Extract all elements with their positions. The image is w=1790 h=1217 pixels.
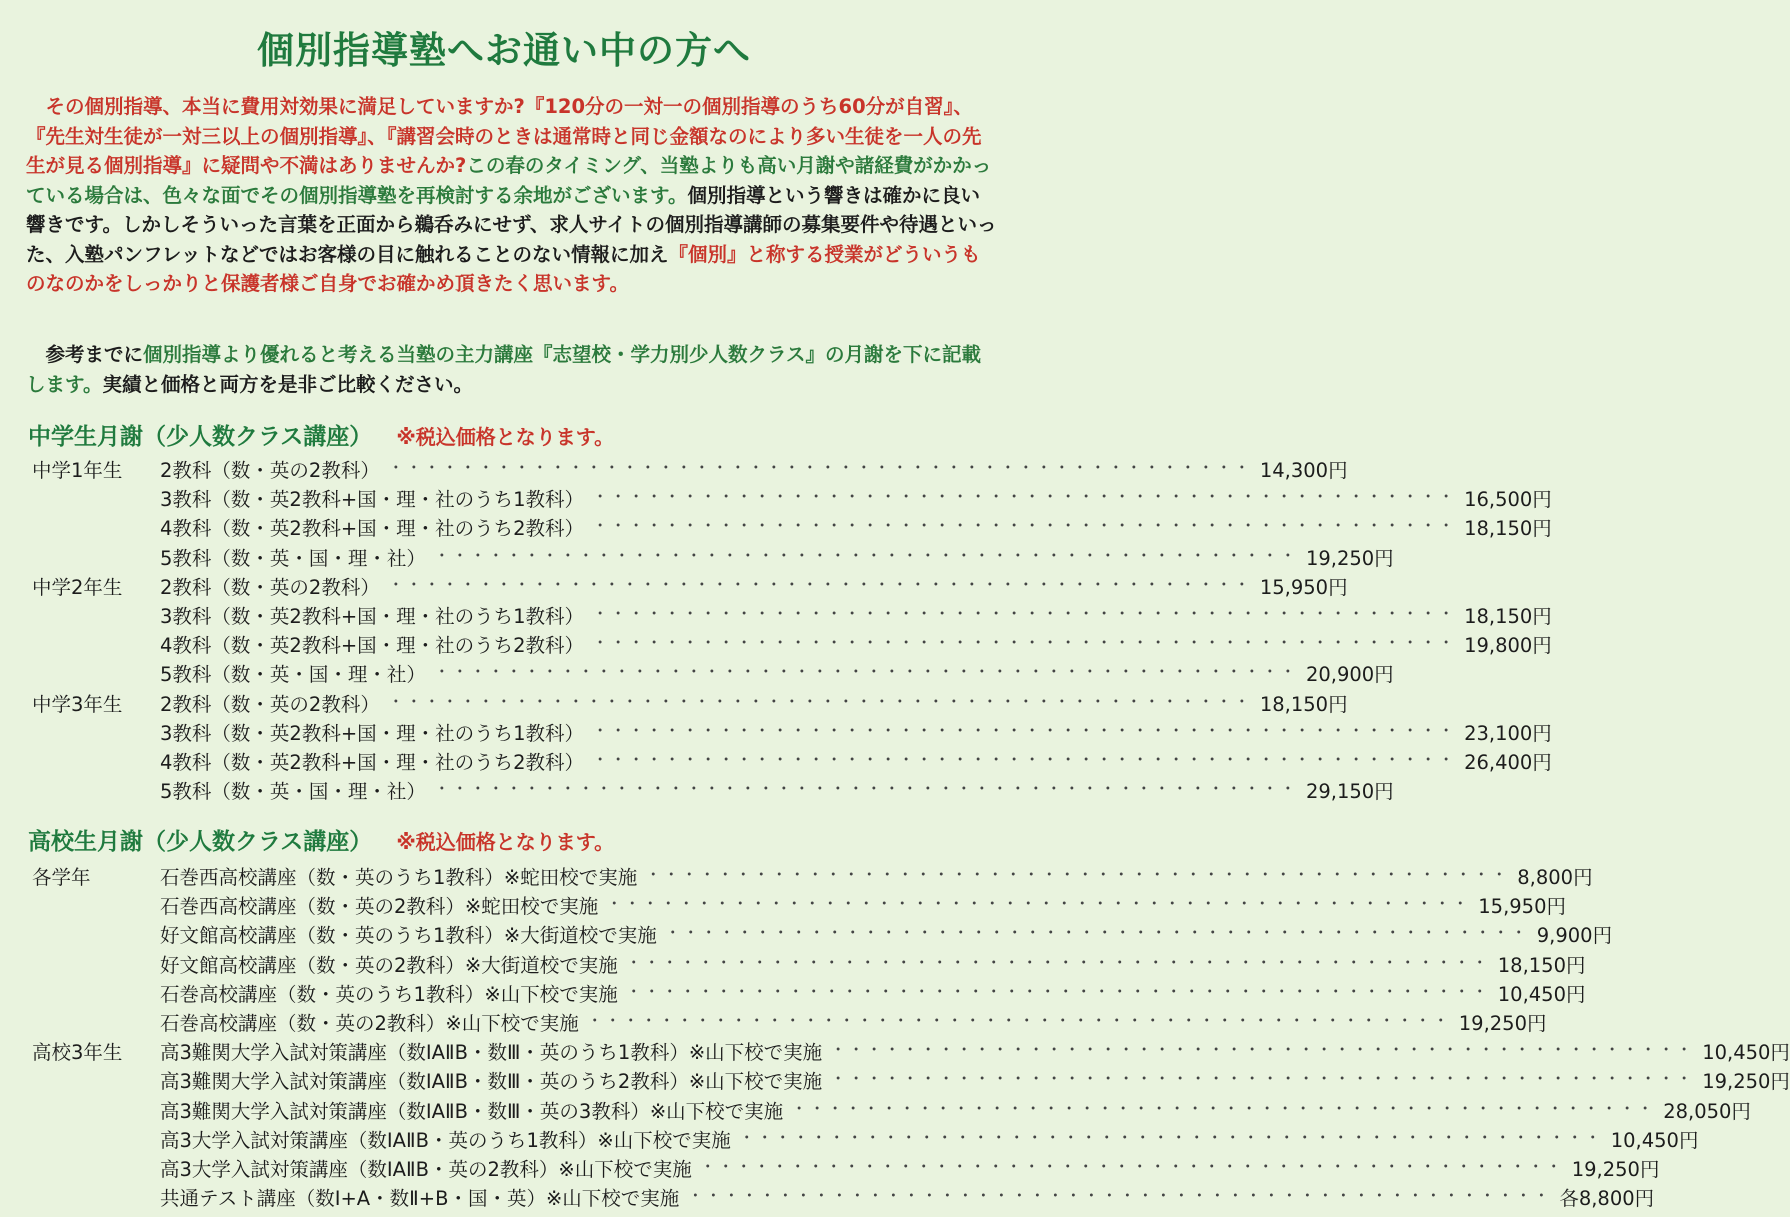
course-description: 共通テスト講座（数Ⅰ+A・数Ⅱ+B・国・英）※山下校で実施 [160,1187,680,1211]
price-value: 29,150円 [1305,780,1394,804]
price-row [0,543,1394,572]
course-description: 2教科（数・英の2教科） [160,459,380,482]
price-row [0,862,1593,891]
price-value: 26,400円 [1464,751,1552,774]
grade-label: 高校3年生 [32,1041,123,1065]
price-row [0,891,1566,920]
course-line [160,484,1552,512]
course-line [160,630,1552,658]
course-description: 高3難関大学入試対策講座（数ⅠAⅡB・数Ⅲ・英の3教科）※山下校で実施 [160,1099,784,1123]
reference-paragraph [26,340,998,399]
course-line [160,513,1552,541]
price-row [0,455,1348,484]
price-value: 15,950円 [1478,895,1566,919]
course-line [160,1183,1655,1211]
dot-leader: ・・・・・・・・・・・・・・・・・・・・・・・・・・・・・・・・・・・・・・・・・・・・・・・・ [586,1011,1451,1030]
price-value: 20,900円 [1305,663,1394,687]
course-description: 石巻高校講座（数・英のうち1教科）※山下校で実施 [160,982,618,1006]
price-value: 10,450円 [1497,982,1586,1006]
price-row [0,1037,1790,1066]
intro-text-2: この春のタイミング、当塾よりも高い月謝や諸経費がかかっている場合は、色々な面でその個別指導塾を再検討する余地がございます。 [26,154,992,207]
middle-school-tax-note: ※税込価格となります。 [396,425,615,449]
course-description: 高3大学入試対策講座（数ⅠAⅡB・英の2教科）※山下校で実施 [160,1158,692,1181]
price-value: 16,500円 [1464,488,1552,512]
course-line [160,1125,1699,1153]
price-row [0,572,1348,601]
course-line [160,1066,1790,1094]
price-row [0,601,1552,630]
dot-leader: ・・・・・・・・・・・・・・・・・・・・・・・・・・・・・・・・・・・・・・・・・・・・・・・・ [387,574,1252,594]
price-row [0,747,1552,776]
course-line [160,659,1394,687]
dot-leader: ・・・・・・・・・・・・・・・・・・・・・・・・・・・・・・・・・・・・・・・・・・・・・・・・ [592,487,1457,507]
price-value: 8,800円 [1517,866,1593,889]
dot-leader: ・・・・・・・・・・・・・・・・・・・・・・・・・・・・・・・・・・・・・・・・・・・・・・・・ [791,1098,1656,1118]
middle-school-heading-text: 中学生月謝（少人数クラス講座） [28,424,373,450]
dot-leader: ・・・・・・・・・・・・・・・・・・・・・・・・・・・・・・・・・・・・・・・・・・・・・・・・ [830,1040,1695,1060]
course-line [160,950,1586,978]
price-row [0,1125,1699,1154]
course-description: 3教科（数・英2教科+国・理・社のうち1教科） [160,721,585,745]
grade-label: 各学年 [32,866,91,889]
dot-leader: ・・・・・・・・・・・・・・・・・・・・・・・・・・・・・・・・・・・・・・・・・・・・・・・・ [625,981,1490,1001]
price-value: 19,250円 [1458,1012,1547,1035]
course-description: 石巻西高校講座（数・英のうち1教科）※蛇田校で実施 [160,866,638,889]
price-value: 19,250円 [1305,546,1394,570]
price-value: 18,150円 [1497,953,1586,977]
course-description: 石巻西高校講座（数・英の2教科）※蛇田校で実施 [160,895,599,919]
course-line [160,1154,1660,1182]
page-title: 個別指導塾へお通い中の方へ [257,29,751,72]
high-school-tax-note: ※税込価格となります。 [396,830,615,854]
course-description: 3教科（数・英2教科+国・理・社のうち1教科） [160,605,585,628]
intro-text-1: その個別指導、本当に費用対効果に満足していますか?『120分の一対一の個別指導のうち60分が自習』、『先生対生徒が一対三以上の個別指導』、『講習会時のときは通常時と同じ金額なのにより多い生徒を一人の先生が見る個別指導』に疑問や不満はありませんか? [26,95,982,177]
course-line [160,1008,1547,1036]
course-description: 好文館高校講座（数・英のうち1教科）※大街道校で実施 [160,924,657,948]
price-value: 19,800円 [1464,634,1552,658]
dot-leader: ・・・・・・・・・・・・・・・・・・・・・・・・・・・・・・・・・・・・・・・・・・・・・・・・ [433,779,1298,799]
price-row [0,1096,1751,1125]
price-row [0,1008,1547,1037]
grade-label: 中学1年生 [32,459,123,482]
course-line [160,1037,1790,1065]
course-line [160,718,1552,746]
course-description: 高3難関大学入試対策講座（数ⅠAⅡB・数Ⅲ・英のうち2教科）※山下校で実施 [160,1070,823,1094]
ref-text-2: 個別指導より優れると考える当塾の主力講座『志望校・学力別少人数クラス』の月謝を下に記載します。 [26,343,981,396]
price-value: 23,100円 [1464,721,1552,745]
course-description: 5教科（数・英・国・理・社） [160,780,426,804]
price-value: 18,150円 [1259,692,1348,716]
course-line [160,862,1593,890]
price-value: 10,450円 [1702,1041,1790,1065]
dot-leader: ・・・・・・・・・・・・・・・・・・・・・・・・・・・・・・・・・・・・・・・・・・・・・・・・ [592,516,1457,536]
price-value: 14,300円 [1259,459,1348,482]
course-description: 高3大学入試対策講座（数ⅠAⅡB・英のうち1教科）※山下校で実施 [160,1128,731,1152]
ref-text-1: 参考までに [45,343,144,366]
price-value: 9,900円 [1536,924,1613,948]
price-value: 18,150円 [1464,517,1552,541]
dot-leader: ・・・・・・・・・・・・・・・・・・・・・・・・・・・・・・・・・・・・・・・・・・・・・・・・ [664,923,1529,943]
course-description: 4教科（数・英2教科+国・理・社のうち2教科） [160,517,585,541]
price-value: 19,250円 [1571,1158,1660,1181]
grade-label: 中学3年生 [32,692,123,716]
course-description: 石巻高校講座（数・英の2教科）※山下校で実施 [160,1012,579,1035]
price-row [0,920,1613,949]
course-description: 高3難関大学入試対策講座（数ⅠAⅡB・数Ⅲ・英のうち1教科）※山下校で実施 [160,1041,823,1065]
course-line [160,689,1348,717]
dot-leader: ・・・・・・・・・・・・・・・・・・・・・・・・・・・・・・・・・・・・・・・・・・・・・・・・ [625,952,1490,972]
high-school-heading-text: 高校生月謝（少人数クラス講座） [28,829,373,855]
course-line [160,601,1552,629]
course-line [160,1096,1751,1124]
dot-leader: ・・・・・・・・・・・・・・・・・・・・・・・・・・・・・・・・・・・・・・・・・・・・・・・・ [738,1127,1603,1147]
price-row [0,718,1552,747]
course-description: 2教科（数・英の2教科） [160,575,380,599]
price-row [0,950,1586,979]
high-school-heading [28,823,614,856]
dot-leader: ・・・・・・・・・・・・・・・・・・・・・・・・・・・・・・・・・・・・・・・・・・・・・・・・ [387,458,1252,477]
intro-text-4: 『個別』と称する授業がどういうものなのかをしっかりと保護者様ご自身でお確かめ頂きたく思います。 [26,242,981,295]
course-line [160,543,1394,571]
price-row [0,979,1586,1008]
price-value: 18,150円 [1464,605,1552,628]
course-line [160,979,1586,1007]
price-row [0,484,1552,513]
dot-leader: ・・・・・・・・・・・・・・・・・・・・・・・・・・・・・・・・・・・・・・・・・・・・・・・・ [830,1069,1695,1089]
intro-paragraph [26,92,998,299]
dot-leader: ・・・・・・・・・・・・・・・・・・・・・・・・・・・・・・・・・・・・・・・・・・・・・・・・ [433,662,1298,682]
course-description: 2教科（数・英の2教科） [160,692,380,716]
dot-leader: ・・・・・・・・・・・・・・・・・・・・・・・・・・・・・・・・・・・・・・・・・・・・・・・・ [645,865,1510,884]
price-row [0,630,1552,659]
dot-leader: ・・・・・・・・・・・・・・・・・・・・・・・・・・・・・・・・・・・・・・・・・・・・・・・・ [592,633,1457,653]
price-row [0,513,1552,542]
dot-leader: ・・・・・・・・・・・・・・・・・・・・・・・・・・・・・・・・・・・・・・・・・・・・・・・・ [592,604,1457,623]
price-row [0,1183,1655,1212]
dot-leader: ・・・・・・・・・・・・・・・・・・・・・・・・・・・・・・・・・・・・・・・・・・・・・・・・ [606,894,1471,914]
price-value: 15,950円 [1259,575,1348,599]
price-row [0,776,1394,805]
course-line [160,747,1552,775]
dot-leader: ・・・・・・・・・・・・・・・・・・・・・・・・・・・・・・・・・・・・・・・・・・・・・・・・ [592,720,1457,740]
course-description: 3教科（数・英2教科+国・理・社のうち1教科） [160,488,585,512]
course-description: 5教科（数・英・国・理・社） [160,663,426,687]
dot-leader: ・・・・・・・・・・・・・・・・・・・・・・・・・・・・・・・・・・・・・・・・・・・・・・・・ [699,1157,1564,1176]
intro-text-3: 個別指導という響きは確かに良い響きです。しかしそういった言葉を正面から鵜呑みにせず、求人サイトの個別指導講師の募集要件や待遇といった、入塾パンフレットなどではお客様の目に触れることのない情報に加え [26,183,997,266]
course-description: 4教科（数・英2教科+国・理・社のうち2教科） [160,634,585,658]
price-value: 28,050円 [1663,1099,1751,1123]
course-description: 好文館高校講座（数・英の2教科）※大街道校で実施 [160,953,618,977]
grade-label: 中学2年生 [32,575,123,599]
course-line [160,891,1566,919]
price-row [0,1066,1790,1095]
dot-leader: ・・・・・・・・・・・・・・・・・・・・・・・・・・・・・・・・・・・・・・・・・・・・・・・・ [592,750,1457,769]
course-description: 4教科（数・英2教科+国・理・社のうち2教科） [160,751,585,774]
course-description: 5教科（数・英・国・理・社） [160,546,426,570]
price-row [0,689,1348,718]
course-line [160,572,1348,600]
price-row [0,659,1394,688]
price-value: 19,250円 [1702,1070,1790,1094]
ref-text-3: 実績と価格と両方を是非ご比較ください。 [102,372,473,396]
dot-leader: ・・・・・・・・・・・・・・・・・・・・・・・・・・・・・・・・・・・・・・・・・・・・・・・・ [387,691,1252,711]
dot-leader: ・・・・・・・・・・・・・・・・・・・・・・・・・・・・・・・・・・・・・・・・・・・・・・・・ [433,545,1298,565]
course-line [160,920,1613,948]
course-line [160,776,1394,804]
dot-leader: ・・・・・・・・・・・・・・・・・・・・・・・・・・・・・・・・・・・・・・・・・・・・・・・・ [687,1186,1552,1206]
price-value: 10,450円 [1610,1128,1699,1152]
price-value: 各8,800円 [1559,1187,1655,1211]
price-row [0,1154,1660,1183]
course-line [160,455,1348,483]
middle-school-heading [28,418,614,451]
